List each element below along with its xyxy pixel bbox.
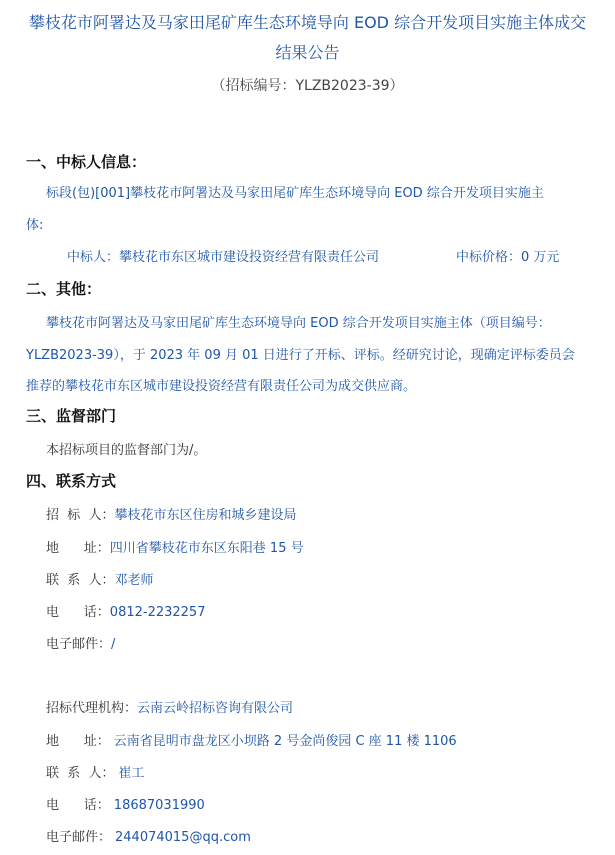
title-line-1: 攀枝花市阿署达及马家田尾矿库生态环境导向 EOD 综合开发项目实施主体成交 bbox=[28, 13, 587, 32]
section-4-heading: 四、联系方式 bbox=[26, 472, 117, 490]
agency-email[interactable]: 244074015@qq.com bbox=[115, 830, 251, 845]
tenderer-email-row bbox=[46, 633, 115, 652]
winner-name: 攀枝花市东区城市建设投资经营有限责任公司 bbox=[119, 250, 380, 265]
section-3-heading: 三、监督部门 bbox=[26, 407, 117, 425]
tenderer-phone-label: 电 话： bbox=[46, 605, 110, 620]
tenderer-phone: 0812-2232257 bbox=[109, 605, 206, 620]
tenderer-contact: 邓老师 bbox=[114, 573, 154, 588]
title-line-2: 结果公告 bbox=[275, 43, 340, 62]
other-line-3: 推荐的攀枝花市东区城市建设投资经营有限责任公司为成交供应商。 bbox=[26, 379, 417, 394]
agency-contact: 崔工 bbox=[118, 766, 145, 781]
agency-phone-label: 电 话： bbox=[46, 798, 110, 813]
winner-label: 中标人： bbox=[67, 250, 120, 265]
agency-name-label: 招标代理机构： bbox=[46, 701, 138, 716]
tender-code: （招标编号：YLZB2023-39） bbox=[211, 78, 404, 94]
tenderer-name: 攀枝花市东区住房和城乡建设局 bbox=[114, 508, 297, 523]
agency-email-label: 电子邮件： bbox=[46, 830, 112, 845]
tenderer-email-label: 电子邮件： bbox=[46, 637, 112, 652]
agency-address-label: 地 址： bbox=[46, 734, 110, 749]
tenderer-address-row bbox=[46, 537, 304, 556]
agency-contact-row bbox=[46, 762, 145, 781]
tenderer-name-label: 招 标 人： bbox=[46, 508, 115, 523]
price-value: 0 万元 bbox=[521, 250, 560, 265]
winner-row bbox=[67, 246, 379, 265]
agency-contact-label: 联 系 人： bbox=[46, 766, 115, 781]
agency-address-row bbox=[46, 730, 457, 749]
agency-name-row bbox=[46, 697, 293, 716]
supervision-text: 本招标项目的监督部门为/。 bbox=[46, 443, 207, 458]
tenderer-address: 四川省攀枝花市东区东阳巷 15 号 bbox=[109, 541, 304, 556]
agency-address: 云南省昆明市盘龙区小坝路 2 号金尚俊园 C 座 11 楼 1106 bbox=[113, 734, 457, 749]
price-row bbox=[456, 246, 559, 265]
lot-line-1: 标段(包)[001]攀枝花市阿署达及马家田尾矿库生态环境导向 EOD 综合开发项目实施主 bbox=[46, 186, 544, 201]
agency-name: 云南云岭招标咨询有限公司 bbox=[137, 701, 294, 716]
agency-phone: 18687031990 bbox=[113, 798, 205, 813]
section-2-heading: 二、其他： bbox=[26, 280, 102, 298]
section-1-heading: 一、中标人信息： bbox=[26, 153, 147, 171]
tenderer-address-label: 地 址： bbox=[46, 541, 110, 556]
agency-phone-row bbox=[46, 794, 205, 813]
tenderer-email: / bbox=[111, 637, 116, 652]
tenderer-contact-row bbox=[46, 569, 154, 588]
agency-email-row bbox=[46, 826, 251, 845]
tenderer-contact-label: 联 系 人： bbox=[46, 573, 115, 588]
tenderer-phone-row bbox=[46, 601, 205, 620]
lot-line-2: 体: bbox=[26, 218, 44, 233]
tenderer-name-row bbox=[46, 504, 297, 523]
price-label: 中标价格： bbox=[456, 250, 522, 265]
other-line-1: 攀枝花市阿署达及马家田尾矿库生态环境导向 EOD 综合开发项目实施主体（项目编号： bbox=[46, 316, 551, 331]
other-line-2: YLZB2023-39），于 2023 年 09 月 01 日进行了开标、评标。经研究讨论，现确定评标委员会 bbox=[26, 348, 575, 363]
